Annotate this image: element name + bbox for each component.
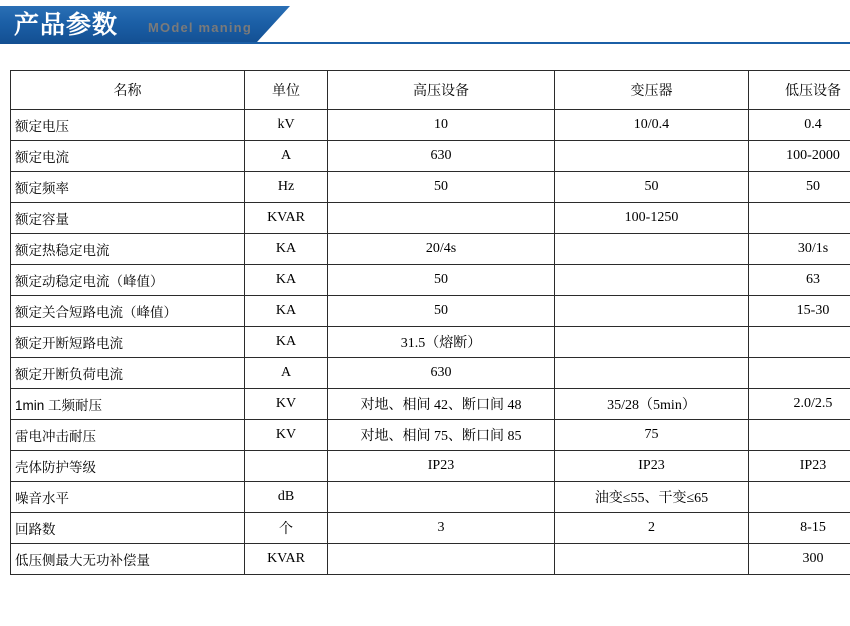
row-unit: KV [245,389,328,420]
row-label: 回路数 [11,513,245,544]
table-row [11,358,850,389]
row-hv-value: 50 [328,296,555,327]
table-row [11,389,850,420]
table-row [11,327,850,358]
row-unit: KVAR [245,203,328,234]
row-transformer-value [555,141,749,172]
row-transformer-value: 2 [555,513,749,544]
row-unit: 个 [245,513,328,544]
row-label: 额定频率 [11,172,245,203]
row-transformer-value: 10/0.4 [555,110,749,141]
row-transformer-value: 100-1250 [555,203,749,234]
row-transformer-value [555,358,749,389]
column-header-unit: 单位 [245,71,328,110]
row-lv-value: 30/1s [749,234,850,265]
header-divider [140,42,850,44]
row-hv-value: IP23 [328,451,555,482]
row-unit [245,451,328,482]
row-hv-value: 50 [328,172,555,203]
spec-table [10,70,850,575]
table-row [11,420,850,451]
row-hv-value: 对地、相间 75、断口间 85 [328,420,555,451]
row-transformer-value [555,544,749,575]
row-label: 噪音水平 [11,482,245,513]
row-hv-value: 对地、相间 42、断口间 48 [328,389,555,420]
row-lv-value: 50 [749,172,850,203]
row-hv-value: 20/4s [328,234,555,265]
row-label: 额定开断负荷电流 [11,358,245,389]
table-row [11,203,850,234]
row-transformer-value: 35/28（5min） [555,389,749,420]
row-unit: KA [245,296,328,327]
row-transformer-value [555,327,749,358]
row-unit: KA [245,327,328,358]
column-header-name: 名称 [11,71,245,110]
table-row [11,110,850,141]
table-row [11,544,850,575]
row-lv-value: 100-2000 [749,141,850,172]
spec-table-container [0,52,850,575]
row-hv-value: 10 [328,110,555,141]
column-header-transformer: 变压器 [555,71,749,110]
row-transformer-value: IP23 [555,451,749,482]
row-lv-value: 63 [749,265,850,296]
table-row [11,513,850,544]
table-header-row [11,71,850,110]
row-transformer-value: 油变≤55、干变≤65 [555,482,749,513]
row-label: 额定动稳定电流（峰值） [11,265,245,296]
table-row [11,141,850,172]
row-lv-value [749,203,850,234]
row-label: 额定热稳定电流 [11,234,245,265]
row-unit: A [245,358,328,389]
row-lv-value: IP23 [749,451,850,482]
row-label: 额定开断短路电流 [11,327,245,358]
row-label: 1min 工频耐压 [11,389,245,420]
row-unit: A [245,141,328,172]
page-subtitle: MOdel maning [148,20,252,35]
row-unit: kV [245,110,328,141]
row-hv-value: 50 [328,265,555,296]
spec-table-head [11,71,850,110]
row-unit: Hz [245,172,328,203]
row-hv-value: 31.5（熔断） [328,327,555,358]
row-lv-value: 15-30 [749,296,850,327]
row-lv-value [749,482,850,513]
page-title: 产品参数 [14,11,119,39]
column-header-lv: 低压设备 [749,71,850,110]
row-transformer-value [555,234,749,265]
row-hv-value [328,482,555,513]
row-unit: KVAR [245,544,328,575]
row-lv-value [749,358,850,389]
row-lv-value: 0.4 [749,110,850,141]
table-row [11,296,850,327]
row-lv-value: 2.0/2.5 [749,389,850,420]
row-label: 低压侧最大无功补偿量 [11,544,245,575]
row-hv-value [328,544,555,575]
table-row [11,265,850,296]
table-row [11,234,850,265]
row-label: 雷电冲击耐压 [11,420,245,451]
row-lv-value: 300 [749,544,850,575]
row-unit: KV [245,420,328,451]
column-header-hv: 高压设备 [328,71,555,110]
row-transformer-value: 75 [555,420,749,451]
row-label: 额定电压 [11,110,245,141]
row-label: 额定电流 [11,141,245,172]
row-lv-value [749,327,850,358]
table-row [11,172,850,203]
page-header [0,0,850,52]
row-hv-value: 630 [328,141,555,172]
row-transformer-value [555,265,749,296]
row-label: 额定关合短路电流（峰值） [11,296,245,327]
row-unit: KA [245,265,328,296]
row-unit: KA [245,234,328,265]
row-lv-value [749,420,850,451]
row-unit: dB [245,482,328,513]
row-transformer-value: 50 [555,172,749,203]
table-row [11,482,850,513]
row-transformer-value [555,296,749,327]
row-hv-value [328,203,555,234]
row-label: 壳体防护等级 [11,451,245,482]
row-lv-value: 8-15 [749,513,850,544]
row-hv-value: 3 [328,513,555,544]
spec-table-body [11,110,850,575]
row-hv-value: 630 [328,358,555,389]
table-row [11,451,850,482]
row-label: 额定容量 [11,203,245,234]
